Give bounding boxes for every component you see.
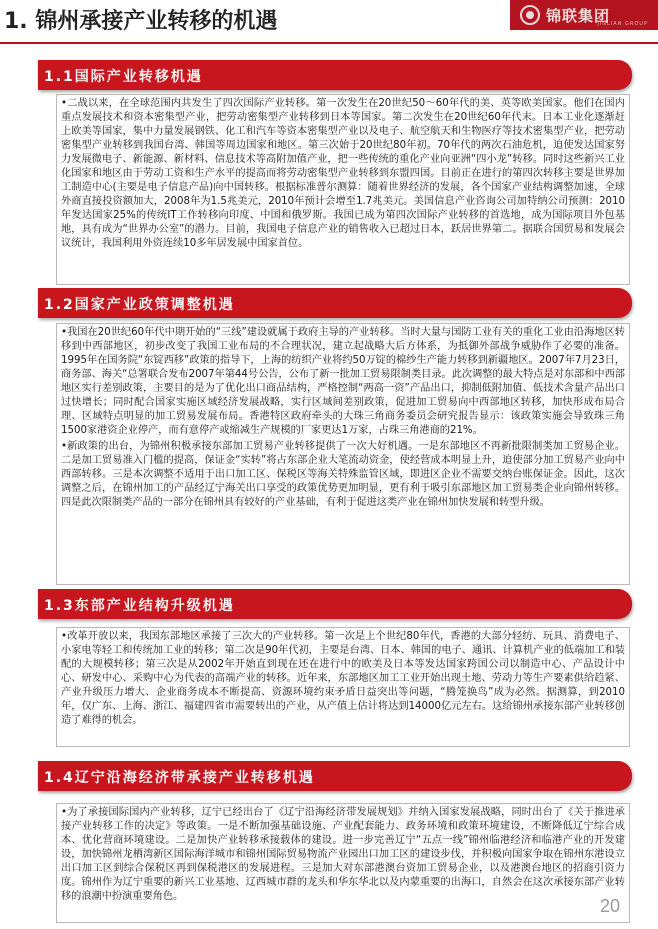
paragraph: •我国在20世纪60年代中期开始的“三线”建设就属于政府主导的产业转移。当时大量与国防工业有关的重化工业由沿海地区转移到中西部地区，初步改变了我国工业布局的不合理状况，建立起战略大后方体系，为抵御外部战争威胁作了必要的准备。1995年在国务院“东锭西移”政策的指导下，上海的纺织产业将约50万锭的棉纱生产能力转移到新疆地区。2007年7月23日，商务部、海关“总署联合发布2007年第44号公告，公布了新一批加工贸易限制类目录。此次调整的最大特点是对东部和中西部地区实行差别政策，主要目的是为了优化出口商品结构，严格控制“两高一资”产品出口，抑制低附加值、低技术含量产品出口过快增长；同时配合国家实施区域经济发展战略，实行区域间差别政策，促进加工贸易向中西部地区转移，加快形成布局合理、区域特点明显的加工贸易发展布局。香港特区政府牵头的大珠三角商务委员会研究报告显示：该政策实施会导致珠三角1500家港资企业停产，而有意停产或缩减生产规模的厂家更达1万家，占珠三角港商的21%。 (61, 327, 625, 436)
page-number: 20 (599, 896, 620, 916)
page-title: 1. 锦州承接产业转移的机遇 (4, 9, 278, 34)
section-heading-bar (38, 288, 632, 318)
paragraph: •改革开放以来，我国东部地区承接了三次大的产业转移。第一次是上个世纪80年代，香港的大部分轻纺、玩具、消费电子、小家电等轻工和传统加工业的转移；第二次是90年代初，主要是台湾、日本、韩国的电子、通讯、计算机产业的低端加工和装配的大规模转移；第三次是从2002年开始直到现在还在进行中的欧美及日本等发达国家跨国公司以制造中心、产品设计中心、研发中心、采购中心为代表的高端产业的转移。近年来，东部地区加工工业开始出现土地、劳动力等生产要素供给趋紧、产业升级压力增大、企业商务成本不断提高、资源环境约束矛盾日益突出等问题，“腾笼换鸟”成为必然。据测算，到2010年，仅广东、上海、浙江、福建四省市需要转出的产业，从产值上估计将达到14000亿元左右。这给锦州承接东部产业转移创造了难得的机会。 (61, 631, 625, 726)
paragraph: •新政策的出台，为锦州积极承接东部加工贸易产业转移提供了一次大好机遇。一是东部地区不再新批限制类加工贸易企业。二是加工贸易准入门槛的提高，保证金“实转”将占东部企业大笔流动资金，使经营成本明显上升，迫使部分加工贸易产业向中西部转移。三是本次调整不适用于出口加工区、保税区等海关特殊监管区域，即进区企业不需要交纳台账保证金。因此，这次调整之后，在锦州加工的产品经辽宁海关出口享受的政策优势更加明显，更有利于吸引东部地区加工贸易类企业向锦州转移。四是此次限制类产品的一部分在锦州具有较好的产业基础，有利于促进这类产业在锦州加快发展和转型升级。 (61, 441, 625, 508)
paragraph: •二战以来，在全球范围内共发生了四次国际产业转移。第一次发生在20世纪50～60年代的美、英等欧美国家。他们在国内重点发展技术和资本密集型产业，把劳动密集型产业转移到日本等国家。第二次发生在20世纪60年代末。日本工业化逐渐赶上欧美等国家，集中力量发展钢铁、化工和汽车等资本密集型产业以及电子、航空航天和生物医疗等技术密集型产业，把劳动密集型产业转移到我国台湾、韩国等周边国家和地区。第三次始于20世纪80年初。70年代的两次石油危机，迫使发达国家努力发展微电子、新能源、新材料、信息技术等高附加值产业，把一些传统的重化产业向亚洲“四小龙”转移。同时这些新兴工业化国家和地区由于劳动工资和生产水平的提高而将劳动密集型产业转移到东盟四国。目前正在进行的第四次转移主要是世界加工制造中心(主要是电子信息产品)向中国转移。根据标准普尔测算：随着世界经济的发展，各个国家产业结构调整加速，全球外商直接投资额加大，2008年为1.5兆美元，2010年预计会增至1.7兆美元。美国信息产业咨询公司加特纳公司预测：2010年发达国家25%的传统IT工作转移向印度、中国和俄罗斯。我国已成为第四次国际产业转移的首选地，成为国际项目外包基地，具有成为“世界办公室”的潜力。目前，我国电子信息产业的销售收入已超过日本，跃居世界第二。据联合国贸易和发展会议统计，我国利用外资连续10多年居发展中国家首位。 (61, 98, 625, 249)
section-heading: 1.2国家产业政策调整机遇 (44, 297, 235, 313)
logo-subtext: JINLIAN GROUP (597, 21, 648, 27)
paragraph: •为了承接国际国内产业转移，辽宁已经出台了《辽宁沿海经济带发展规划》并纳入国家发展战略，同时出台了《关于推进承接产业转移工作的决定》等政策。一是不断加强基础设施、产业配套能力、政务环境和政策环境建设，不断降低辽宁综合成本、优化营商环境建设。二是加快产业转移承接载体的建设。进一步完善辽宁“五点一线”锦州临港经济和临港产业的开发建设，加快锦州龙栖湾新区国际海洋城市和锦州国际贸易物流产业园出口加工区的建设步伐，并积极向国家争取在锦州东港设立出口加工区到综合保税区再到保税港区的发展进程。三是加大对东部港澳台资加工贸易企业，以及港澳台地区的招商引资力度。锦州作为辽宁重要的新兴工业基地、辽西城市群的龙头和华东华北以及内蒙重要的出海口，自然会在这次承接东部产业转移的浪潮中扮演重要角色。 (61, 807, 625, 902)
company-logo (510, 0, 658, 30)
logo-emblem-icon (520, 5, 540, 25)
page-header (0, 0, 658, 45)
section-heading: 1.4辽宁沿海经济带承接产业转移机遇 (44, 770, 315, 786)
section-heading: 1.1国际产业转移机遇 (44, 69, 203, 85)
section-body (56, 323, 630, 585)
header-divider (0, 42, 658, 44)
section-heading-bar (38, 589, 632, 619)
section-heading-bar (38, 60, 632, 90)
section-body (56, 94, 630, 285)
section-heading-bar (38, 761, 632, 791)
section-body (56, 803, 630, 923)
section-heading: 1.3东部产业结构升级机遇 (44, 598, 235, 614)
logo-text: 锦联集团 (546, 6, 611, 25)
section-body (56, 627, 630, 747)
